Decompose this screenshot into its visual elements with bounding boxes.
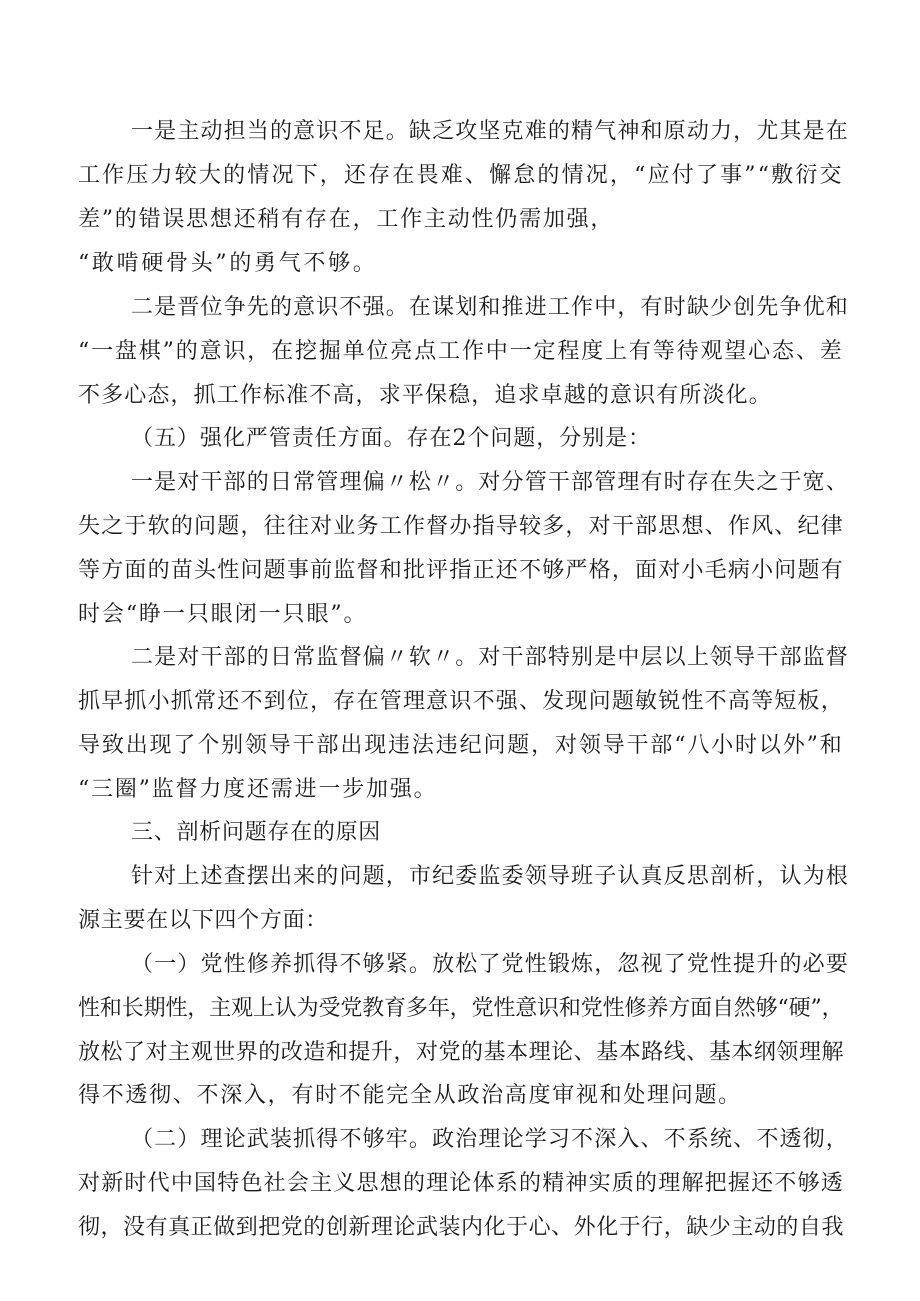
paragraph-line: （一）党性修养抓得不够紧。放松了党性锻炼，忽视了党性提升的必要: [131, 952, 849, 977]
paragraph-line: 一是对干部的日常管理偏〃松〃。对分管干部管理有时存在失之于宽、: [131, 470, 849, 495]
paragraph-line: 性和长期性，主观上认为受党教育多年，党性意识和党性修养方面自然够“硬”，: [78, 996, 844, 1021]
paragraph-line: “敢啃硬骨头”的勇气不够。: [78, 251, 378, 276]
paragraph-line: 工作压力较大的情况下，还存在畏难、懈怠的情况，“应付了事”“敷衍交: [78, 163, 844, 188]
paragraph-line: 放松了对主观世界的改造和提升，对党的基本理论、基本路线、基本纲领理解: [78, 1040, 845, 1065]
paragraph-line: 得不透彻、不深入，有时不能完全从政治高度审视和处理问题。: [78, 1083, 742, 1108]
paragraph-line: “三圈”监督力度还需进一步加强。: [78, 777, 438, 802]
paragraph-line: “一盘棋”的意识，在挖掘单位亮点工作中一定程度上有等待观望心态、差: [78, 339, 844, 364]
paragraph-line: （二）理论武装抓得不够牢。政治理论学习不深入、不系统、不透彻，: [131, 1127, 849, 1152]
paragraph-line: 失之于软的问题，往往对业务工作督办指导较多，对干部思想、作风、纪律: [78, 514, 844, 539]
paragraph-line: 不多心态，抓工作标准不高，求平保稳，追求卓越的意识有所淡化。: [78, 383, 772, 408]
paragraph-line: 一是主动担当的意识不足。缺乏攻坚克难的精气神和原动力，尤其是在: [131, 119, 849, 144]
paragraph-line: 时会“睁一只眼闭一只眼”。: [78, 602, 368, 627]
paragraph-line: 导致出现了个别领导干部出现违法违纪问题，对领导干部“八小时以外”和: [78, 733, 844, 758]
paragraph-line: 针对上述查摆出来的问题，市纪委监委领导班子认真反思剖析，认为根: [131, 864, 849, 889]
paragraph-line: 等方面的苗头性问题事前监督和批评指正还不够严格，面对小毛病小问题有: [78, 558, 844, 583]
paragraph-line: 二是对干部的日常监督偏〃软〃。对干部特别是中层以上领导干部监督: [131, 645, 849, 670]
paragraph-line: 差”的错误思想还稍有存在，工作主动性仍需加强，: [78, 207, 615, 232]
paragraph-line: 二是晋位争先的意识不强。在谋划和推进工作中，有时缺少创先争优和: [131, 295, 849, 320]
paragraph-line: 抓早抓小抓常还不到位，存在管理意识不强、发现问题敏锐性不高等短板，: [78, 689, 844, 714]
paragraph-line: 彻，没有真正做到把党的创新理论武装内化于心、外化于行，缺少主动的自我: [78, 1215, 845, 1240]
section-heading: （五）强化严管责任方面。存在2个问题，分别是：: [131, 426, 652, 451]
section-heading: 三、剖析问题存在的原因: [131, 820, 382, 845]
paragraph-line: 源主要在以下四个方面：: [78, 908, 329, 933]
paragraph-line: 对新时代中国特色社会主义思想的理论体系的精神实质的理解把握还不够透: [78, 1171, 844, 1196]
